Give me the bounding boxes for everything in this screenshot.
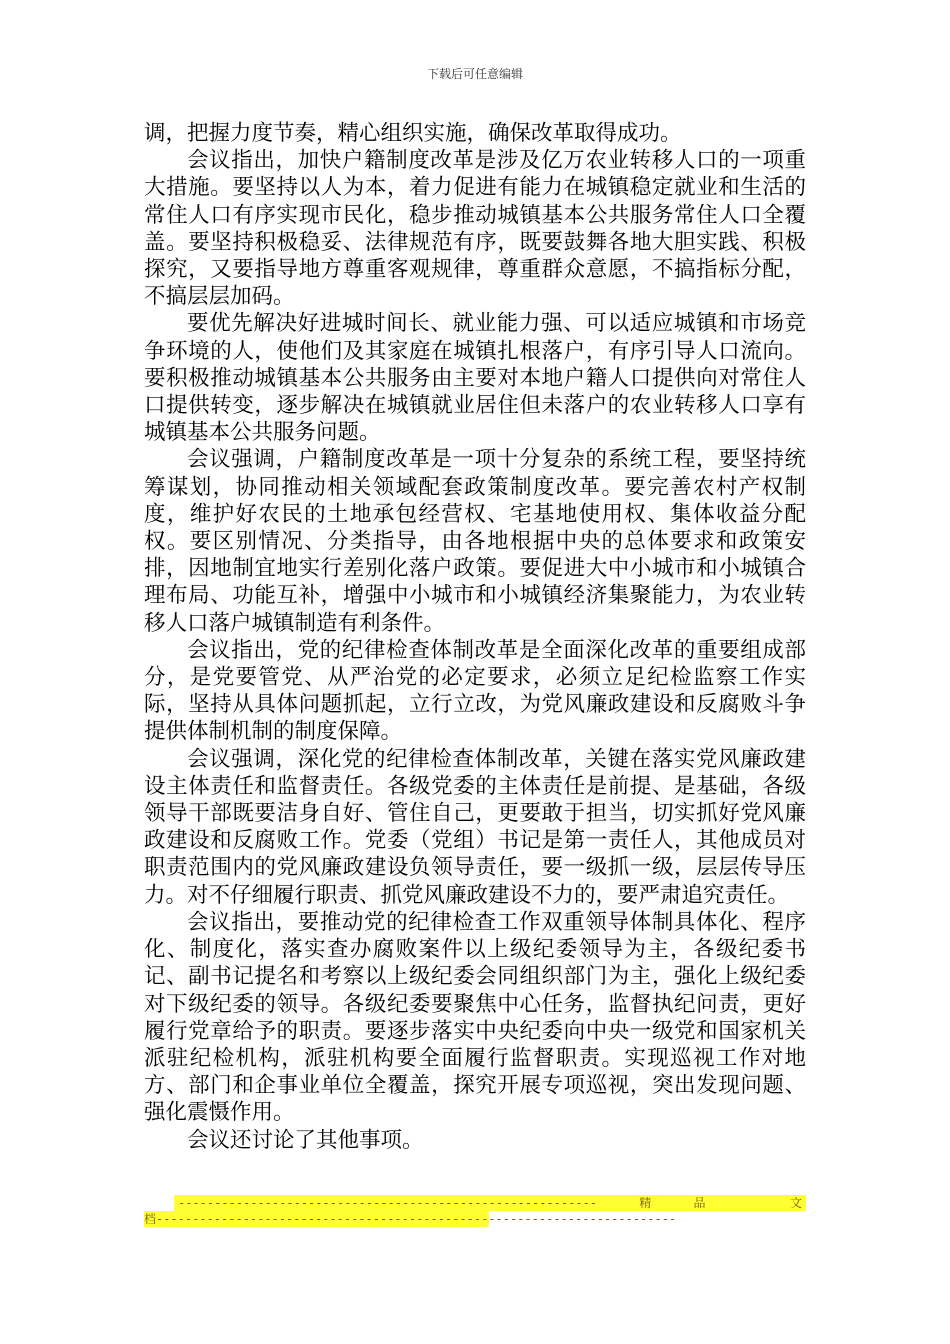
footer-char: 精 xyxy=(639,1196,652,1210)
footer-watermark xyxy=(144,1195,806,1227)
document-body xyxy=(144,120,806,1154)
page-header: 下载后可任意编辑 xyxy=(426,67,523,81)
paragraph: 调，把握力度节奏，精心组织实施，确保改革取得成功。 xyxy=(144,121,682,146)
paragraph: 会议还讨论了其他事项。 xyxy=(187,1127,424,1153)
footer-char: 文 xyxy=(789,1196,802,1210)
footer-dashes: ---------------------------------------------------------- xyxy=(178,1196,598,1210)
footer-line-2: 档------------------------------------------------------------------------ xyxy=(144,1212,677,1226)
paragraph: 会议指出，加快户籍制度改革是涉及亿万农业转移人口的一项重大措施。要坚持以人为本，着力促进有能力在城镇稳定就业和生活的常住人口有序实现市民化，稳步推动城镇基本公共服务常住人口全覆盖。要坚持积极稳妥、法律规范有序，既要鼓舞各地大胆实践、积极探究，又要指导地方尊重客观规律，尊重群众意愿，不搞指标分配，不搞层层加码。 xyxy=(144,148,806,310)
paragraph: 会议强调，深化党的纪律检查体制改革，关键在落实党风廉政建设主体责任和监督责任。各级党委的主体责任是前提、是基础，各级领导干部既要洁身自好、管住自己，更要敢于担当，切实抓好党风廉政建设和反腐败工作。党委（党组）书记是第一责任人，其他成员对职责范围内的党风廉政建设负领导责任，要一级抓一级，层层传导压力。对不仔细履行职责、抓党风廉政建设不力的，要严肃追究责任。 xyxy=(144,746,806,908)
footer-char: 品 xyxy=(693,1196,706,1210)
paragraph: 要优先解决好进城时间长、就业能力强、可以适应城镇和市场竞争环境的人，使他们及其家庭在城镇扎根落户，有序引导人口流向。要积极推动城镇基本公共服务由主要对本地户籍人口提供向对常住人口提供转变，逐步解决在城镇就业居住但未落户的农业转移人口享有城镇基本公共服务问题。 xyxy=(144,311,806,446)
paragraph: 会议指出，党的纪律检查体制改革是全面深化改革的重要组成部分，是党要管党、从严治党的必定要求，必须立足纪检监察工作实际，坚持从具体问题抓起，立行立改，为党风廉政建设和反腐败斗争提供体制机制的制度保障。 xyxy=(144,637,806,745)
paragraph: 会议指出，要推动党的纪律检查工作双重领导体制具体化、程序化、制度化，落实查办腐败案件以上级纪委领导为主，各级纪委书记、副书记提名和考察以上级纪委会同组织部门为主，强化上级纪委对下级纪委的领导。各级纪委要聚焦中心任务，监督执纪问责，更好履行党章给予的职责。要逐步落实中央纪委向中央一级党和国家机关派驻纪检机构，派驻机构要全面履行监督职责。实现巡视工作对地方、部门和企事业单位全覆盖，探究开展专项巡视，突出发现问题、强化震慑作用。 xyxy=(144,909,806,1126)
footer-line-1 xyxy=(174,1195,806,1211)
paragraph: 会议强调，户籍制度改革是一项十分复杂的系统工程，要坚持统筹谋划，协同推动相关领域配套政策制度改革。要完善农村产权制度，维护好农民的土地承包经营权、宅基地使用权、集体收益分配权。要区别情况、分类指导，由各地根据中央的总体要求和政策安排，因地制宜地实行差别化落户政策。要促进大中小城市和小城镇合理布局、功能互补，增强中小城市和小城镇经济集聚能力，为农业转移人口落户城镇制造有利条件。 xyxy=(144,447,806,636)
